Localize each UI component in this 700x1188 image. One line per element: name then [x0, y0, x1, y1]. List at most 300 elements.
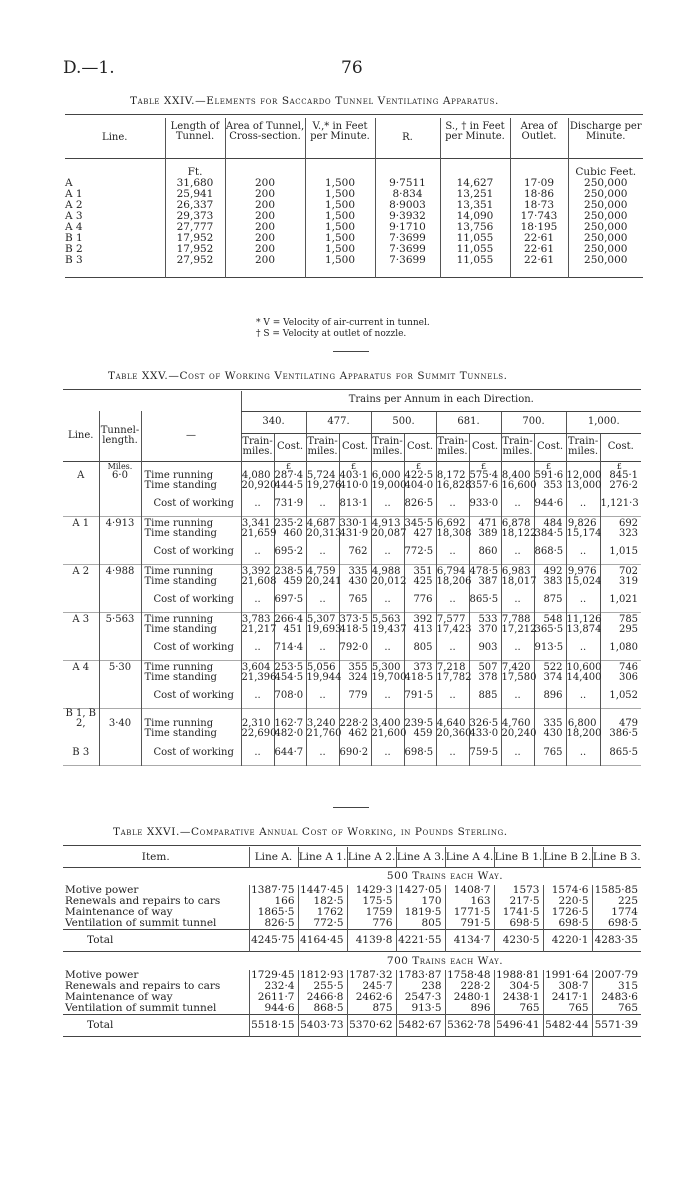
t26-value: 896 — [445, 1003, 494, 1015]
t25-working-dots: .. — [501, 685, 534, 709]
t25-length-value: 3·40 — [108, 718, 132, 729]
t25-line: A 1 — [72, 517, 90, 529]
t26-value: 304·5 — [494, 981, 543, 992]
t25-working-value: 776 — [404, 589, 436, 613]
t25-length — [99, 565, 141, 577]
t25-running-num: 7,788 — [501, 613, 531, 625]
t26-value: 1408·7 — [445, 885, 494, 896]
t25-label-running: Time running — [141, 565, 241, 577]
t25-standing-value: 319 — [600, 577, 641, 589]
t25-running-num: 5,056 — [306, 661, 336, 673]
t25-running-num: 355 — [348, 661, 368, 673]
t26-value: 2483·6 — [592, 992, 641, 1003]
t25-label-running: Time running — [141, 709, 241, 730]
table24-caption — [130, 95, 499, 107]
t25-running-num: 330·1 — [339, 517, 369, 529]
t25-running-num: 478·5 — [469, 565, 499, 577]
t25-header-line: Line. — [68, 429, 94, 441]
t24-cell: 22·61 — [510, 244, 568, 255]
t26-value: 1865·5 — [249, 907, 298, 918]
t26-value: 228·2 — [445, 981, 494, 992]
t25-standing-value: 13,000 — [566, 479, 602, 491]
t25-working-value: 765 — [339, 589, 371, 613]
t25-standing-value: 482·0 — [274, 729, 306, 741]
t24-cell: 200 — [225, 211, 305, 222]
t25-running-num: 533 — [478, 613, 498, 625]
t24-cell: 29,373 — [165, 211, 225, 222]
t25-sub-miles: Train-miles. — [501, 433, 534, 461]
t25-running-value — [306, 661, 339, 673]
t25-row-standing — [63, 625, 641, 637]
t25-running-value — [339, 661, 371, 673]
t25-running-value — [274, 565, 306, 577]
t26-section-title — [63, 952, 641, 970]
t25-working-value: 772·5 — [404, 541, 436, 565]
t24-unit-cubic: Cubic Feet. — [568, 158, 643, 178]
t25-standing-value: 430 — [339, 577, 371, 589]
t24-header-outlet: Area of Outlet. — [510, 118, 568, 158]
t26-item: Ventilation of summit tunnel — [65, 1001, 217, 1014]
t24-cell: 1,500 — [305, 211, 375, 222]
t25-running-value — [404, 517, 436, 529]
t24-cell: 8·9003 — [375, 200, 440, 211]
t25-length-value: 4·913 — [105, 517, 135, 529]
t25-label-standing: Time standing — [141, 529, 241, 541]
t25-row-working — [63, 685, 641, 709]
t25-standing-value: 17,423 — [436, 623, 472, 635]
t25-standing-value: 20,087 — [371, 527, 407, 539]
t25-working-value: 913·5 — [534, 637, 566, 661]
t24-cell: 9·3932 — [375, 211, 440, 222]
t25-running-num: 471 — [478, 517, 498, 529]
t25-working-dots: .. — [566, 637, 600, 661]
t25-label-working: Cost of working — [141, 589, 241, 613]
t25-row-running — [63, 709, 641, 730]
t25-running-num: 335 — [348, 565, 368, 577]
t25-sub-cost: Cost. — [404, 433, 436, 461]
t25-working-value: 903 — [469, 637, 501, 661]
t25-row-running — [63, 517, 641, 529]
t25-standing-value: 431·9 — [339, 529, 371, 541]
t25-running-num: 373·5 — [339, 613, 369, 625]
t25-running-value — [404, 613, 436, 625]
t25-standing-value: 21,760 — [306, 728, 342, 739]
t25-label-running: Time running — [141, 613, 241, 625]
t24-header-s: S., † in Feet per Minute. — [440, 118, 510, 158]
t25-pound-sign: £ — [545, 461, 552, 471]
t25-sub-cost: Cost. — [600, 433, 641, 461]
t25-running-num: 6,794 — [436, 565, 466, 577]
t25-standing-value: 18,206 — [436, 575, 472, 587]
t24-header-velocity: V.,* in Feet per Minute. — [305, 118, 375, 158]
t24-cell: 11,055 — [440, 244, 510, 255]
t25-working-value: 714·4 — [274, 637, 306, 661]
t25-running-value — [241, 661, 274, 673]
t25-standing-value: 460 — [274, 529, 306, 541]
t25-working-dots: .. — [566, 541, 600, 565]
t25-running-value — [534, 461, 566, 481]
t25-running-num: 238·5 — [274, 565, 304, 577]
t24-cell: 1,500 — [305, 178, 375, 189]
t25-running-value — [566, 661, 600, 673]
t26-value: 2007·79 — [592, 970, 641, 981]
t26-value: 1726·5 — [543, 907, 592, 918]
t25-standing-value: 19,693 — [306, 623, 342, 635]
t24-cell: 17,952 — [165, 244, 225, 255]
t25-working-dots: .. — [241, 637, 274, 661]
t25-length-value: 5·563 — [105, 613, 135, 625]
t25-row-working — [63, 741, 641, 765]
t25-working-dots: .. — [436, 685, 469, 709]
t24-cell: 8·834 — [375, 189, 440, 200]
t26-value: 2480·1 — [445, 992, 494, 1003]
t25-sub-cost: Cost. — [339, 433, 371, 461]
t25-running-value — [241, 565, 274, 577]
t25-running-value — [436, 613, 469, 625]
t25-running-value — [339, 517, 371, 529]
t25-running-num: 5,307 — [306, 613, 336, 625]
t25-running-value — [501, 709, 534, 730]
t26-value: 182·5 — [298, 896, 347, 907]
t25-working-value: 779 — [339, 685, 371, 709]
t26-value: 772·5 — [298, 918, 347, 930]
t25-running-value — [436, 517, 469, 529]
t24-cell: 17,952 — [165, 233, 225, 244]
t25-sub-cost: Cost. — [469, 433, 501, 461]
t25-label-running: Time running — [141, 461, 241, 481]
t26-item: Motive power — [65, 884, 139, 896]
t24-cell: 200 — [225, 178, 305, 189]
t26-value: 1759 — [347, 907, 396, 918]
t25-row-standing — [63, 673, 641, 685]
t26-header-row — [63, 847, 641, 867]
t25-running-value — [469, 709, 501, 730]
t26-row — [63, 992, 641, 1003]
t26-value: 1585·85 — [592, 885, 641, 896]
t25-working-value: 644·7 — [274, 741, 306, 765]
t26-header-line: Line A. — [249, 847, 298, 867]
t25-running-num: 548 — [543, 613, 563, 625]
t25-working-value: 1,121·3 — [600, 493, 641, 517]
t25-standing-value: 18,200 — [566, 728, 602, 739]
t25-standing-value: 430 — [534, 729, 566, 741]
t26-total-value: 4139·8 — [347, 930, 396, 952]
t25-working-value: 860 — [469, 541, 501, 565]
t25-line: A — [77, 469, 85, 481]
t24-cell: 1,500 — [305, 233, 375, 244]
t26-total-value: 4221·55 — [396, 930, 445, 952]
t25-header-row-1 — [63, 391, 641, 411]
t25-standing-value: 20,920 — [241, 479, 277, 491]
t25-running-value — [241, 613, 274, 625]
t25-train-count: 1,000. — [566, 411, 641, 433]
t25-miles-unit: Miles. — [107, 461, 133, 471]
t25-running-value — [469, 565, 501, 577]
t26-header-line: Line B 2. — [543, 847, 592, 867]
t26-item: Motive power — [65, 968, 139, 981]
t25-pound-sign: £ — [415, 461, 422, 471]
t26-value: 175·5 — [347, 896, 396, 907]
t25-running-num: 522 — [543, 661, 563, 673]
t25-running-num: 335 — [543, 718, 563, 729]
t25-running-value — [404, 661, 436, 673]
t24-line-label: A — [65, 177, 73, 189]
t25-running-value — [371, 565, 404, 577]
t25-working-value: 865·5 — [469, 589, 501, 613]
t25-row-working — [63, 493, 641, 517]
t25-running-value — [371, 661, 404, 673]
t25-standing-value: 14,400 — [566, 671, 602, 683]
t25-standing-value: 20,240 — [501, 728, 537, 739]
table24 — [65, 118, 643, 278]
t25-standing-value: 459 — [404, 729, 436, 741]
t26-value: 698·5 — [592, 918, 641, 930]
t25-standing-value: 374 — [534, 673, 566, 685]
t25-running-num: 492 — [543, 565, 563, 577]
t25-standing-value: 410·0 — [339, 481, 371, 493]
t25-row-running — [63, 461, 641, 481]
t25-running-num: 702 — [618, 565, 639, 577]
t26-value: 698·5 — [543, 918, 592, 930]
t25-running-value — [600, 517, 641, 529]
t24-cell: 14,627 — [440, 178, 510, 189]
t24-cell: 250,000 — [568, 189, 643, 200]
t25-running-value — [469, 517, 501, 529]
t25-standing-value: 413 — [404, 625, 436, 637]
t25-label-working: Cost of working — [141, 685, 241, 709]
t24-line-label: B 2 — [65, 243, 83, 255]
t25-sub-miles: Train-miles. — [371, 433, 404, 461]
t24-footnote-v: * V = Velocity of air-current in tunnel. — [256, 318, 430, 328]
t24-cell: 250,000 — [568, 255, 643, 266]
t25-standing-value: 306 — [600, 673, 641, 685]
t25-working-value: 896 — [534, 685, 566, 709]
t25-standing-value: 357·6 — [469, 481, 501, 493]
t25-row-working — [63, 589, 641, 613]
t25-running-num: 253·5 — [274, 661, 304, 673]
t25-train-count: 500. — [371, 411, 436, 433]
t25-running-num: 9,976 — [567, 565, 597, 577]
t25-standing-value: 13,874 — [566, 623, 602, 635]
t25-label-standing: Time standing — [141, 481, 241, 493]
t26-value: 1819·5 — [396, 907, 445, 918]
t25-running-num: 235·2 — [274, 517, 304, 529]
t24-cell: 250,000 — [568, 244, 643, 255]
t25-running-num: 575·4 — [469, 469, 499, 481]
t25-running-value — [501, 517, 534, 529]
t26-value: 2417·1 — [543, 992, 592, 1003]
t24-cell: 7·3699 — [375, 255, 440, 266]
t26-value: 1758·48 — [445, 970, 494, 981]
t25-working-value: 792·0 — [339, 637, 371, 661]
t25-standing-value: 444·5 — [274, 481, 306, 493]
t25-standing-value: 18,122 — [501, 527, 537, 539]
t25-running-value — [469, 461, 501, 481]
t25-standing-value: 353 — [534, 481, 566, 493]
t26-total-value: 4134·7 — [445, 930, 494, 952]
t25-running-value — [469, 613, 501, 625]
t25-working-dots: .. — [306, 493, 339, 517]
t25-running-num: 7,218 — [436, 661, 466, 673]
t25-running-num: 6,800 — [567, 718, 597, 729]
t26-value: 1787·32 — [347, 970, 396, 981]
t26-value: 875 — [347, 1003, 396, 1015]
t25-running-num: 3,240 — [306, 718, 336, 729]
t25-working-value: 690·2 — [339, 741, 371, 765]
t24-cell: 27,952 — [165, 255, 225, 266]
t25-running-num: 3,392 — [241, 565, 271, 577]
t25-header-tunnel: Tunnel-length. — [99, 411, 141, 461]
t25-running-value — [404, 461, 436, 481]
t26-section-heading: 700 Trains each Way. — [386, 954, 504, 967]
t25-running-value — [501, 565, 534, 577]
t24-header-r: R. — [375, 118, 440, 158]
t25-running-num: 266·4 — [274, 613, 304, 625]
t24-cell: 1,500 — [305, 255, 375, 266]
t25-row-standing — [63, 577, 641, 589]
t26-header-line: Line A 3. — [396, 847, 445, 867]
t25-standing-value: 19,276 — [306, 479, 342, 491]
t26-total-value: 5571·39 — [592, 1014, 641, 1036]
t24-cell: 7·3699 — [375, 233, 440, 244]
t25-running-num: 6,983 — [501, 565, 531, 577]
t25-working-value: 765 — [534, 741, 566, 765]
t24-cell: 25,941 — [165, 189, 225, 200]
t25-pound-sign: £ — [350, 461, 357, 471]
t24-cell: 250,000 — [568, 200, 643, 211]
t26-value: 245·7 — [347, 981, 396, 992]
t25-running-value — [501, 461, 534, 481]
t25-working-dots: .. — [501, 589, 534, 613]
t25-working-dots: .. — [436, 541, 469, 565]
t25-working-dots: .. — [241, 741, 274, 765]
t25-label-standing: Time standing — [141, 673, 241, 685]
t24-cell: 26,337 — [165, 200, 225, 211]
t25-header-row-2 — [63, 411, 641, 433]
t25-running-num: 228·2 — [339, 718, 369, 729]
t25-running-num: 4,913 — [371, 517, 401, 529]
t26-value: 238 — [396, 981, 445, 992]
t26-row — [63, 1003, 641, 1015]
t24-header-area: Area of Tunnel, Cross-section. — [225, 118, 305, 158]
t25-working-dots: .. — [436, 741, 469, 765]
t25-standing-value: 418·5 — [339, 625, 371, 637]
t25-running-value — [306, 709, 339, 730]
t24-line-label: B 1 — [65, 232, 83, 244]
t25-running-value — [274, 709, 306, 730]
t26-value: 1429·3 — [347, 885, 396, 896]
t25-standing-value: 21,217 — [241, 623, 277, 635]
t26-total-value: 5518·15 — [249, 1014, 298, 1036]
t26-value: 1573 — [494, 885, 543, 896]
table25-caption — [108, 370, 508, 382]
t25-running-value — [339, 461, 371, 481]
t25-label-working: Cost of working — [141, 637, 241, 661]
t25-standing-value: 20,012 — [371, 575, 407, 587]
t25-working-dots: .. — [501, 741, 534, 765]
t25-working-dots: .. — [371, 541, 404, 565]
t25-running-value — [371, 517, 404, 529]
t26-value: 765 — [543, 1003, 592, 1015]
t25-standing-value: 22,690 — [241, 728, 277, 739]
t25-running-num: 479 — [618, 718, 639, 729]
t26-value: 1427·05 — [396, 885, 445, 896]
t25-running-num: 9,826 — [567, 517, 597, 529]
t24-line-label: A 1 — [65, 188, 83, 200]
t26-value: 2438·1 — [494, 992, 543, 1003]
t26-value: 2611·7 — [249, 992, 298, 1003]
t25-working-dots: .. — [306, 741, 339, 765]
t24-cell: 22·61 — [510, 233, 568, 244]
t25-running-value — [436, 709, 469, 730]
t26-header-line: Line A 1. — [298, 847, 347, 867]
t26-value: 232·4 — [249, 981, 298, 992]
t26-value: 2547·3 — [396, 992, 445, 1003]
t26-total-value: 5496·41 — [494, 1014, 543, 1036]
t25-standing-value: 19,700 — [371, 671, 407, 683]
t24-cell: 18·195 — [510, 222, 568, 233]
t26-total-value: 4230·5 — [494, 930, 543, 952]
t24-line-label: A 4 — [65, 221, 83, 233]
t24-footnotes — [256, 318, 430, 340]
t24-cell: 200 — [225, 222, 305, 233]
t25-standing-value: 462 — [339, 729, 371, 741]
t26-value: 2466·8 — [298, 992, 347, 1003]
t24-cell: 18·86 — [510, 189, 568, 200]
t25-running-num: 239·5 — [404, 718, 434, 729]
t25-working-value: 762 — [339, 541, 371, 565]
t25-working-dots: .. — [371, 637, 404, 661]
t25-standing-value: 20,313 — [306, 527, 342, 539]
t26-total-value: 4245·75 — [249, 930, 298, 952]
t26-value: 1447·45 — [298, 885, 347, 896]
t25-standing-value: 459 — [274, 577, 306, 589]
t25-running-num: 4,988 — [371, 565, 401, 577]
t25-standing-value: 324 — [339, 673, 371, 685]
t24-cell: 250,000 — [568, 233, 643, 244]
t25-running-value — [306, 517, 339, 529]
t25-row-running — [63, 565, 641, 577]
t25-standing-value: 16,828 — [436, 479, 472, 491]
t25-running-value — [534, 613, 566, 625]
t25-running-num: 746 — [618, 661, 639, 673]
t25-length-value: 5·30 — [108, 661, 132, 673]
t26-total-value: 4283·35 — [592, 930, 641, 952]
t25-train-count: 700. — [501, 411, 566, 433]
t25-working-dots: .. — [241, 685, 274, 709]
t26-value: 868·5 — [298, 1003, 347, 1015]
t25-running-num: 6,000 — [371, 469, 401, 481]
t24-header-line: Line. — [102, 131, 128, 143]
t24-spacer — [65, 266, 643, 278]
t25-standing-value: 20,360 — [436, 728, 472, 739]
t25-working-dots: .. — [371, 493, 404, 517]
t24-cell: 9·1710 — [375, 222, 440, 233]
t24-cell: 22·61 — [510, 255, 568, 266]
t25-working-line — [63, 589, 99, 613]
t26-value: 698·5 — [494, 918, 543, 930]
t26-value: 308·7 — [543, 981, 592, 992]
t25-working-line: B 3 — [72, 746, 90, 758]
t24-header-discharge: Discharge per Minute. — [568, 118, 643, 158]
t25-running-num: 4,759 — [306, 565, 336, 577]
t25-row-running — [63, 661, 641, 673]
t25-sub-cost: Cost. — [274, 433, 306, 461]
t25-running-value — [274, 661, 306, 673]
t24-cell: 1,500 — [305, 200, 375, 211]
t26-total-value: 4220·1 — [543, 930, 592, 952]
t25-standing-value: 21,608 — [241, 575, 277, 587]
